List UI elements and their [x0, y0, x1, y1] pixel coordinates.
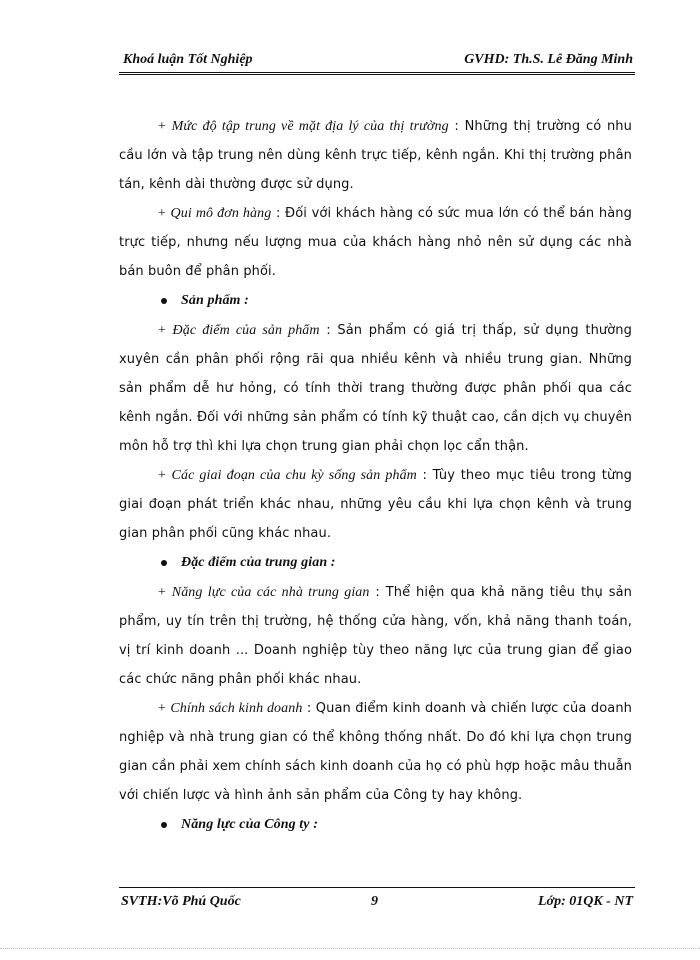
paragraph-lead: + Mức độ tập trung về mặt địa lý của thị trường [157, 119, 449, 134]
bullet-heading-company [119, 810, 632, 839]
bullet-heading-intermediary [119, 548, 632, 577]
paragraph-order-size [119, 199, 632, 286]
paragraph-text: : Quan điểm kinh doanh và chiến lược của doanh nghiệp và nhà trung gian có thể không thống nhất. Do đó khi lựa chọn trung gian cần phải xem chính sách kinh doanh của họ có phù hợp hoặc mâu thuẫn với chiến lược và hình ảnh sản phẩm của Công ty hay không. [119, 701, 632, 803]
bullet-icon [161, 298, 167, 304]
bullet-heading-text: Sản phẩm : [181, 293, 249, 308]
bullet-icon [161, 822, 167, 828]
paragraph-lead: + Chính sách kinh doanh [157, 701, 303, 716]
student-name: SVTH:Võ Phú Quốc [121, 894, 241, 909]
paragraph-lead: + Các giai đoạn của chu kỳ sống sản phẩm [157, 468, 417, 483]
paragraph-text: : Đối với khách hàng có sức mua lớn có thể bán hàng trực tiếp, nhưng nếu lượng mua của khách hàng nhỏ nên sử dụng các nhà bán buôn để phân phối. [119, 206, 632, 279]
bullet-heading-text: Năng lực của Công ty : [181, 817, 318, 832]
paragraph-lead: + Năng lực của các nhà trung gian [157, 585, 370, 600]
paragraph-lead: + Đặc điểm của sản phẩm [157, 323, 320, 338]
page-content [119, 112, 632, 840]
paragraph-text: : Những thị trường có nhu cầu lớn và tập trung nên dùng kênh trực tiếp, kênh ngắn. Khi thị trường phân tán, kênh dài thường được sử dụng. [119, 119, 632, 192]
paragraph-text: : Thể hiện qua khả năng tiêu thụ sản phẩm, uy tín trên thị trường, hệ thống cửa hàng, vốn, khả năng thanh toán, vị trí kinh doanh ... Doanh nghiệp tùy theo năng lực của trung gian để giao các chức năng phân phối khác nhau. [119, 585, 632, 687]
paragraph-market-concentration [119, 112, 632, 199]
paragraph-text: : Tùy theo mục tiêu trong từng giai đoạn phát triển khác nhau, những yêu cầu khi lựa chọn kênh và trung gian phân phối cũng khác nhau. [119, 468, 633, 541]
paragraph-text: : Sản phẩm có giá trị thấp, sử dụng thường xuyên cần phân phối rộng rãi qua nhiều kênh và nhiều trung gian. Những sản phẩm dễ hư hỏng, có tính thời trang thường được phân phối qua các kênh ngắn. Đối với những sản phẩm có tính kỹ thuật cao, cần dịch vụ chuyên môn hỗ trợ thì khi lựa chọn trung gian phải chọn lọc cẩn thận. [119, 323, 632, 454]
page-footer [119, 887, 635, 912]
page-number: 9 [371, 894, 378, 909]
thesis-title: Khoá luận Tốt Nghiệp [123, 52, 253, 67]
class-code: Lớp: 01QK - NT [538, 894, 633, 909]
page-edge-divider [0, 948, 700, 949]
paragraph-business-policy [119, 694, 632, 810]
supervisor-name: GVHD: Th.S. Lê Đăng Minh [464, 52, 633, 67]
bullet-icon [161, 560, 167, 566]
paragraph-lead: + Qui mô đơn hàng [157, 206, 272, 221]
bullet-heading-product [119, 286, 632, 315]
paragraph-product-lifecycle [119, 461, 632, 548]
paragraph-intermediary-capacity [119, 578, 632, 694]
paragraph-product-characteristics [119, 316, 632, 461]
bullet-heading-text: Đặc điểm của trung gian : [181, 555, 336, 570]
page-header [119, 48, 635, 75]
